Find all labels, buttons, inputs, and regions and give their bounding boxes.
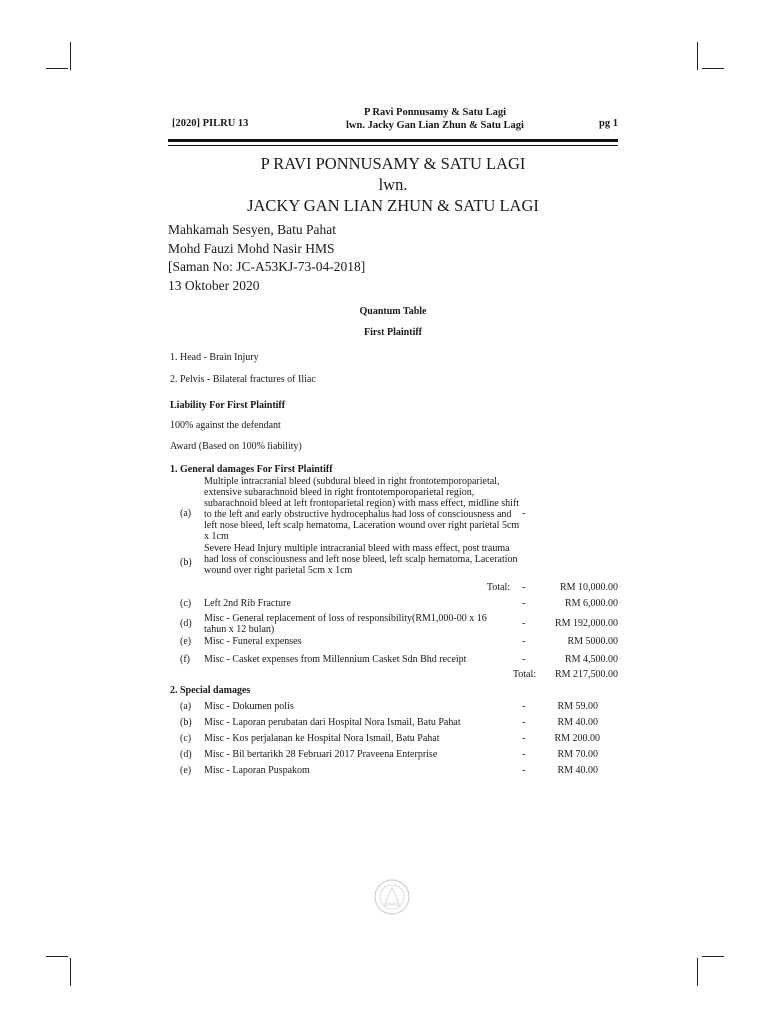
item-amount: RM 40.00 <box>557 765 598 776</box>
damages-row <box>170 717 618 731</box>
crop-mark <box>46 956 68 957</box>
item-label: (a) <box>180 701 192 712</box>
general-damages-heading: 1. General damages For First Plaintiff <box>170 464 333 475</box>
damages-row <box>170 543 618 579</box>
total-row <box>170 669 618 683</box>
item-dash: - <box>522 636 526 647</box>
judge-name: Mohd Fauzi Mohd Nasir HMS <box>168 240 335 256</box>
item-dash: - <box>522 733 526 744</box>
subtotal-label: Total: <box>486 582 510 593</box>
case-number: [Saman No: JC-A53KJ-73-04-2018] <box>168 259 366 274</box>
item-label: (d) <box>180 618 192 629</box>
item-description: Misc - Bil bertarikh 28 Februari 2017 Praveena Enterprise <box>204 749 438 760</box>
item-label: (d) <box>180 749 192 760</box>
item-description: Misc - Laporan Puspakom <box>204 765 310 776</box>
award-basis: Award (Based on 100% liability) <box>170 441 302 452</box>
damages-row <box>170 654 618 668</box>
header-page-number: pg 1 <box>599 118 618 129</box>
injury-item: 2. Pelvis - Bilateral fractures of Iliac <box>170 374 316 385</box>
item-dash: - <box>522 701 526 712</box>
total-amount: RM 217,500.00 <box>554 669 618 680</box>
total-label: Total: <box>512 669 536 680</box>
item-dash: - <box>522 598 526 609</box>
damages-row <box>170 598 618 612</box>
item-dash: - <box>522 749 526 760</box>
item-dash: - <box>522 717 526 728</box>
judgment-date: 13 Oktober 2020 <box>168 277 260 293</box>
header-case-title <box>300 106 570 132</box>
case-title-parties-1: P RAVI PONNUSAMY & SATU LAGI <box>260 154 526 173</box>
item-dash: - <box>522 765 526 776</box>
subtotal-row <box>170 582 618 596</box>
crop-mark <box>46 68 68 69</box>
court-name: Mahkamah Sesyen, Batu Pahat <box>168 222 336 237</box>
subtotal-dash: - <box>522 582 526 593</box>
damages-row <box>170 701 618 715</box>
damages-row <box>170 765 618 779</box>
case-title-versus: lwn. <box>378 175 408 194</box>
damages-row <box>170 613 618 637</box>
item-amount: RM 4,500.00 <box>564 654 618 665</box>
item-dash: - <box>522 654 526 665</box>
header-case-line-1: P Ravi Ponnusamy & Satu Lagi <box>363 107 507 118</box>
crop-mark <box>70 958 71 986</box>
crop-mark <box>70 42 71 70</box>
item-description: Misc - Laporan perubatan dari Hospital Nora Ismail, Batu Pahat <box>204 717 461 728</box>
crop-mark <box>702 68 724 69</box>
item-description: Misc - Dokumen polis <box>204 701 294 712</box>
crop-mark <box>697 958 698 986</box>
damages-row <box>170 636 618 650</box>
crop-mark <box>697 42 698 70</box>
item-amount: RM 70.00 <box>557 749 598 760</box>
injury-item: 1. Head - Brain Injury <box>170 352 259 363</box>
quantum-table-title: Quantum Table <box>359 306 427 317</box>
item-description: Misc - General replacement of loss of responsibility(RM1,000-00 x 16 tahun x 12 bulan) <box>204 613 487 635</box>
item-dash: - <box>522 618 526 629</box>
item-amount: RM 40.00 <box>557 717 598 728</box>
case-title <box>168 153 618 216</box>
crop-mark <box>702 956 724 957</box>
item-amount: RM 192,000.00 <box>554 618 618 629</box>
item-description: Misc - Casket expenses from Millennium Casket Sdn Bhd receipt <box>204 654 467 665</box>
first-plaintiff-title: First Plaintiff <box>363 327 423 338</box>
item-description: Misc - Kos perjalanan ke Hospital Nora Ismail, Batu Pahat <box>204 733 440 744</box>
header-case-line-2: lwn. Jacky Gan Lian Zhun & Satu Lagi <box>346 120 524 131</box>
item-label: (e) <box>180 636 192 647</box>
case-title-parties-2: JACKY GAN LIAN ZHUN & SATU LAGI <box>247 196 539 215</box>
liability-statement: 100% against the defendant <box>170 420 281 431</box>
court-info <box>168 221 365 295</box>
item-amount: RM 200.00 <box>554 733 600 744</box>
item-label: (f) <box>180 654 190 665</box>
item-description: Severe Head Injury multiple intracranial bleed with mass effect, post trauma had loss of consciousness and left nose bleed, left scalp hematoma, Laceration wound over right parietal 5cm x 1cm <box>204 543 518 576</box>
item-amount: RM 59.00 <box>557 701 598 712</box>
damages-row <box>170 749 618 763</box>
damages-row <box>170 733 618 747</box>
header-citation: [2020] PILRU 13 <box>172 118 249 129</box>
item-amount: RM 6,000.00 <box>564 598 618 609</box>
header-rule-thin <box>168 145 618 146</box>
liability-heading: Liability For First Plaintiff <box>170 400 286 411</box>
item-description: Multiple intracranial bleed (subdural bleed in right frontotemporoparietal, extensive subarachnoid bleed in right frontotemporoparietal region, subarachnoid bleed at left frontoparietal region) with mass effect, midline shift to the left and early obstructive hydrocephalus had loss of consciousness and left nose bleed, left scalp hematoma, Laceration wound over right parietal 5cm x 1cm <box>204 476 520 542</box>
item-description: Misc - Funeral expenses <box>204 636 302 647</box>
item-label: (a) <box>180 508 192 519</box>
subtotal-amount: RM 10,000.00 <box>559 582 618 593</box>
item-label: (e) <box>180 765 192 776</box>
special-damages-heading: 2. Special damages <box>170 685 251 696</box>
item-description: Left 2nd Rib Fracture <box>204 598 291 609</box>
item-amount: RM 5000.00 <box>567 636 618 647</box>
item-dash: - <box>522 508 526 519</box>
damages-row <box>170 476 618 544</box>
court-seal-icon <box>373 878 411 916</box>
item-label: (c) <box>180 733 192 744</box>
header-rule-thick <box>168 139 618 142</box>
item-label: (c) <box>180 598 192 609</box>
item-label: (b) <box>180 717 192 728</box>
item-label: (b) <box>180 557 192 568</box>
